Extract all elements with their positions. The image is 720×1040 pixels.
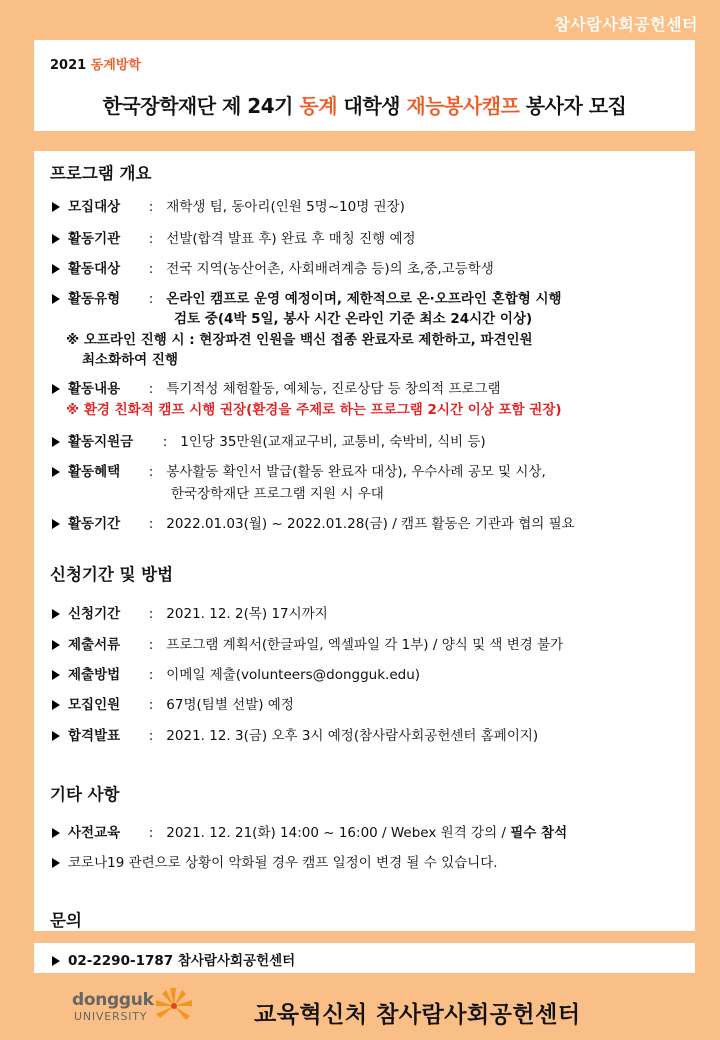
footer-title: 교육혁신처 참사람사회공헌센터 bbox=[254, 1002, 581, 1028]
section-overview: 프로그램 개요 bbox=[50, 164, 152, 183]
row-content: 활동내용 : 특기적성 체험활동, 예체능, 진로상담 등 창의적 프로그램 bbox=[52, 377, 501, 397]
section-apply: 신청기간 및 방법 bbox=[50, 565, 174, 584]
triangle-bullet-icon bbox=[52, 956, 60, 966]
row-benefit: 활동혜택 : 봉사활동 확인서 발급(활동 완료자 대상), 우수사례 공모 및 시상, bbox=[52, 460, 546, 480]
lotus-logo-icon bbox=[152, 986, 196, 1026]
section-contact: 문의 bbox=[50, 911, 82, 930]
notice-card bbox=[34, 40, 695, 973]
triangle-bullet-icon bbox=[52, 234, 60, 244]
contact-band bbox=[34, 931, 695, 943]
triangle-bullet-icon bbox=[52, 731, 60, 741]
row-target: 활동대상 : 전국 지역(농산어촌, 사회배려계층 등)의 초,중,고등학생 bbox=[52, 257, 494, 277]
row-announce: 합격발표 : 2021. 12. 3(금) 오후 3시 예정(참사람사회공헌센터 홈페이지) bbox=[52, 724, 538, 744]
row-method: 제출방법 : 이메일 제출(volunteers@dongguk.edu) bbox=[52, 663, 420, 683]
row-docs: 제출서류 : 프로그램 계획서(한글파일, 엑셀파일 각 1부) / 양식 및 색 변경 불가 bbox=[52, 633, 563, 653]
type-line2: 검토 중(4박 5일, 봉사 시간 온라인 기준 최소 24시간 이상) bbox=[174, 311, 533, 327]
type-note2: 최소화하여 진행 bbox=[82, 352, 178, 368]
triangle-bullet-icon bbox=[52, 828, 60, 838]
triangle-bullet-icon bbox=[52, 519, 60, 529]
type-note1: ※ 오프라인 진행 시 : 현장파견 인원을 백신 접종 완료자로 제한하고, 파견인원 bbox=[66, 332, 533, 348]
row-covid: 코로나19 관련으로 상황이 악화될 경우 캠프 일정이 변경 될 수 있습니다. bbox=[52, 851, 498, 871]
section-etc: 기타 사항 bbox=[50, 785, 120, 804]
row-org: 활동기관 : 선발(합격 발표 후) 완료 후 매칭 진행 예정 bbox=[52, 227, 416, 247]
year: 2021 bbox=[50, 58, 87, 73]
row-count: 모집인원 : 67명(팀별 선발) 예정 bbox=[52, 693, 294, 713]
triangle-bullet-icon bbox=[52, 700, 60, 710]
triangle-bullet-icon bbox=[52, 202, 60, 212]
row-recruit-target: 모집대상 : 재학생 팀, 동아리(인원 5명~10명 권장) bbox=[52, 195, 405, 215]
triangle-bullet-icon bbox=[52, 437, 60, 447]
triangle-bullet-icon bbox=[52, 640, 60, 650]
triangle-bullet-icon bbox=[52, 467, 60, 477]
triangle-bullet-icon bbox=[52, 264, 60, 274]
divider-band bbox=[34, 131, 695, 151]
triangle-bullet-icon bbox=[52, 294, 60, 304]
triangle-bullet-icon bbox=[52, 670, 60, 680]
org-top-label: 참사람사회공헌센터 bbox=[554, 15, 698, 34]
content-note: ※ 환경 친화적 캠프 시행 권장(환경을 주제로 하는 프로그램 2시간 이상 포함 권장) bbox=[66, 402, 562, 418]
row-type: 활동유형 : 온라인 캠프로 운영 예정이며, 제한적으로 온·오프라인 혼합형 시행 bbox=[52, 287, 562, 307]
row-edu: 사전교육 : 2021. 12. 21(화) 14:00 ~ 16:00 / Webex 원격 강의 / 필수 참석 bbox=[52, 821, 567, 841]
year-season bbox=[50, 54, 141, 73]
row-contact: 02-2290-1787 참사람사회공헌센터 bbox=[52, 949, 295, 969]
benefit-line2: 한국장학재단 프로그램 지원 시 우대 bbox=[171, 486, 384, 502]
triangle-bullet-icon bbox=[52, 384, 60, 394]
row-apply-period: 신청기간 : 2021. 12. 2(목) 17시까지 bbox=[52, 602, 328, 622]
page-title: 한국장학재단 제 24기 동계 대학생 재능봉사캠프 봉사자 모집 bbox=[102, 94, 627, 118]
season: 동계방학 bbox=[90, 58, 141, 73]
triangle-bullet-icon bbox=[52, 858, 60, 868]
triangle-bullet-icon bbox=[52, 609, 60, 619]
row-period: 활동기간 : 2022.01.03(월) ~ 2022.01.28(금) / 캠프 활동은 기관과 협의 필요 bbox=[52, 512, 575, 532]
row-support: 활동지원금 : 1인당 35만원(교재교구비, 교통비, 숙박비, 식비 등) bbox=[52, 430, 486, 450]
